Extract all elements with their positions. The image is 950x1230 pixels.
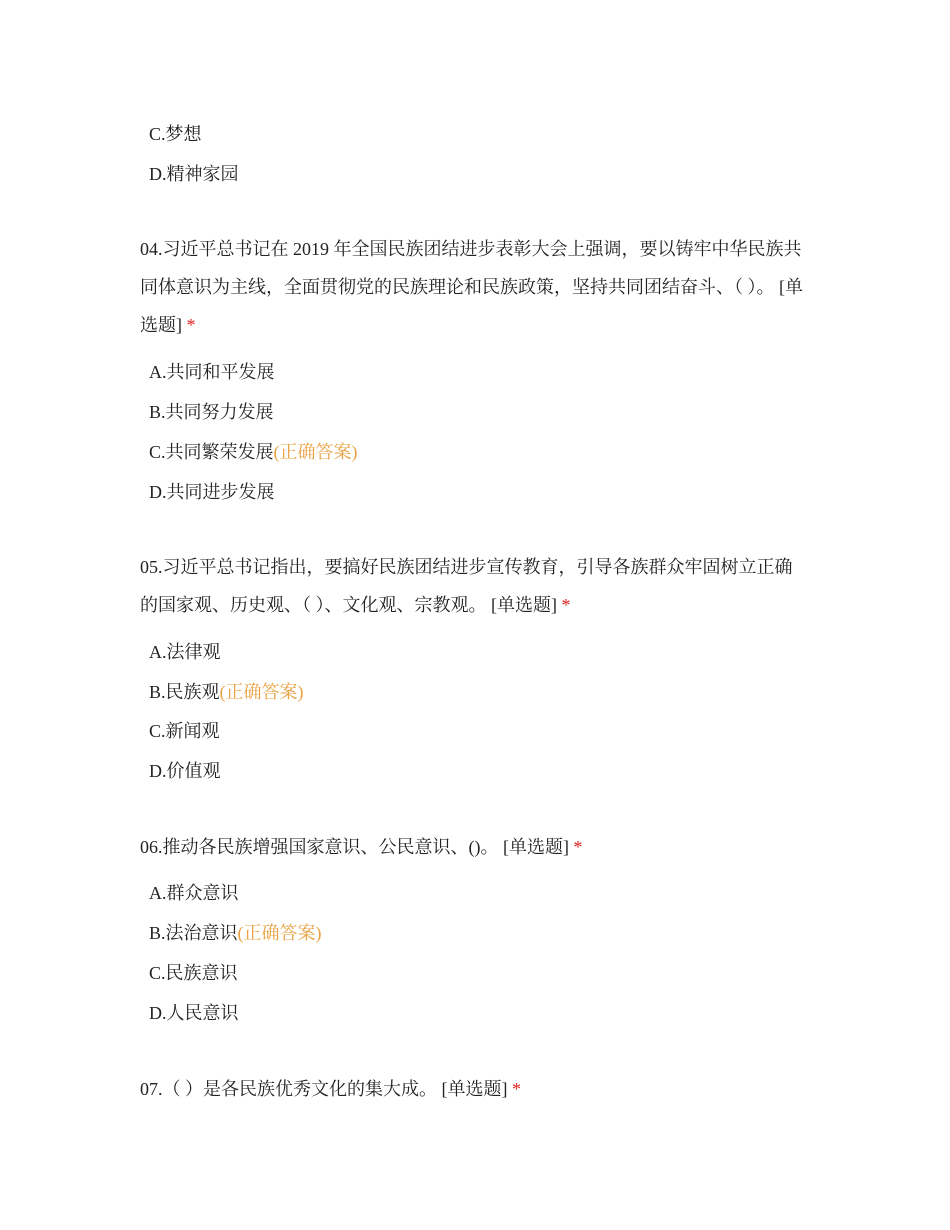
required-star: * xyxy=(561,595,571,615)
option-text: A.共同和平发展 xyxy=(149,362,275,382)
option-text: B.法治意识 xyxy=(149,923,238,943)
option-c[interactable] xyxy=(149,122,202,146)
option-d[interactable] xyxy=(149,162,239,186)
correct-answer-mark: (正确答案) xyxy=(237,923,322,943)
question-07 xyxy=(140,1070,810,1108)
option-text: A.法律观 xyxy=(149,642,221,662)
option-d[interactable] xyxy=(149,480,275,504)
question-text: 04.习近平总书记在 2019 年全国民族团结进步表彰大会上强调，要以铸牢中华民族共同体意识为主线，全面贯彻党的民族理论和民族政策，坚持共同团结奋斗、（ ）。 xyxy=(140,239,802,297)
option-text: C.民族意识 xyxy=(149,963,238,983)
correct-answer-mark: (正确答案) xyxy=(273,442,358,462)
option-text: A.群众意识 xyxy=(149,883,239,903)
question-04 xyxy=(140,230,810,344)
question-type-tag: [单选题] xyxy=(140,277,803,335)
required-star: * xyxy=(512,1079,521,1099)
option-c[interactable] xyxy=(149,440,358,464)
required-star: * xyxy=(186,315,196,335)
option-text: B.共同努力发展 xyxy=(149,402,274,422)
option-text: C.新闻观 xyxy=(149,721,220,741)
option-text: D.共同进步发展 xyxy=(149,482,275,502)
option-b[interactable] xyxy=(149,921,322,945)
option-a[interactable] xyxy=(149,881,239,905)
option-c[interactable] xyxy=(149,719,220,743)
option-d[interactable] xyxy=(149,759,221,783)
option-b[interactable] xyxy=(149,680,304,704)
question-05 xyxy=(140,548,810,624)
option-c[interactable] xyxy=(149,961,238,985)
option-a[interactable] xyxy=(149,360,275,384)
required-star: * xyxy=(573,837,583,857)
question-text: 07.（ ）是各民族优秀文化的集大成。 xyxy=(140,1079,437,1099)
option-text: C.共同繁荣发展 xyxy=(149,442,274,462)
question-type-tag: [单选题] xyxy=(441,1079,508,1099)
option-d[interactable] xyxy=(149,1001,239,1025)
option-text: D.价值观 xyxy=(149,761,221,781)
correct-answer-mark: (正确答案) xyxy=(219,682,304,702)
question-text: 06.推动各民族增强国家意识、公民意识、()。 xyxy=(140,837,499,857)
question-type-tag: [单选题] xyxy=(491,595,557,615)
option-a[interactable] xyxy=(149,640,221,664)
option-b[interactable] xyxy=(149,400,274,424)
option-text: D.精神家园 xyxy=(149,164,239,184)
option-text: C.梦想 xyxy=(149,124,202,144)
question-06 xyxy=(140,828,810,866)
option-text: D.人民意识 xyxy=(149,1003,239,1023)
question-type-tag: [单选题] xyxy=(503,837,569,857)
question-text: 05.习近平总书记指出，要搞好民族团结进步宣传教育，引导各族群众牢固树立正确的国家观、历史观、（ ）、文化观、宗教观。 xyxy=(140,557,793,615)
option-text: B.民族观 xyxy=(149,682,220,702)
